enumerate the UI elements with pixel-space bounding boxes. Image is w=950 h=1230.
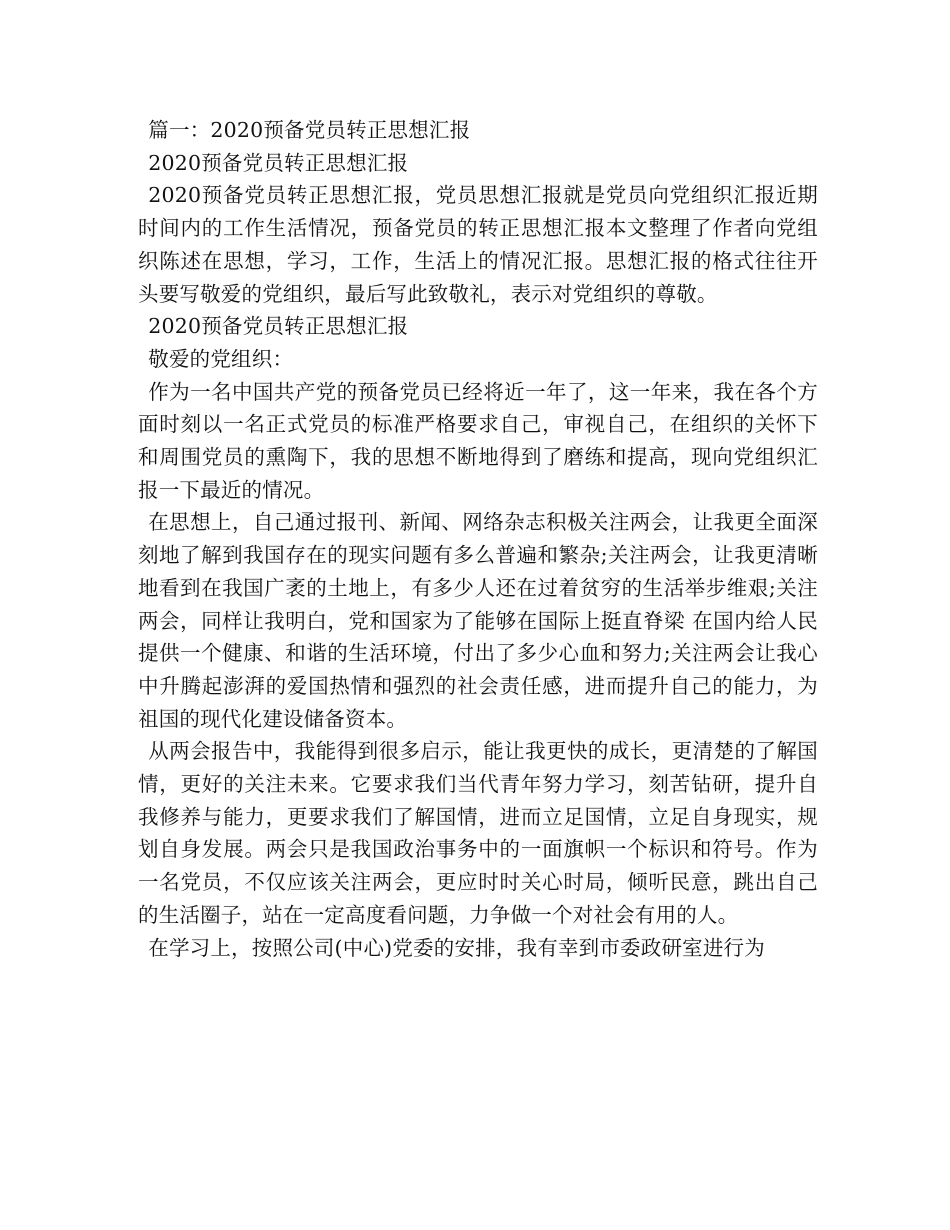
document-title: 2020预备党员转正思想汇报: [148, 150, 409, 175]
document-title-repeat: 2020预备党员转正思想汇报: [148, 314, 409, 339]
body-paragraph: 在思想上，自己通过报刊、新闻、网络杂志积极关注两会，让我更全面深刻地了解到我国存在的现实问题有多么普遍和繁杂;关注两会，让我更清晰地看到在我国广袤的土地上，有多少人还在过着贫穷的生活举步维艰;关注两会，同样让我明白，党和国家为了能够在国际上挺直脊梁 在国内给人民提供一个健康、和谐的生活环境，付出了多少心血和努力;关注两会让我心中升腾起澎湃的爱国热情和强烈的社会责任感，进而提升自己的能力，为祖国的现代化建设储备资本。: [138, 510, 818, 731]
document-body: [138, 114, 818, 964]
intro-paragraph: 2020预备党员转正思想汇报，党员思想汇报就是党员向党组织汇报近期时间内的工作生活情况，预备党员的转正思想汇报本文整理了作者向党组织陈述在思想，学习，工作，生活上的情况汇报。思想汇报的格式往往开头要写敬爱的党组织，最后写此致敬礼，表示对党组织的尊敬。: [138, 183, 818, 306]
section-heading: 篇一：2020预备党员转正思想汇报: [148, 118, 471, 142]
body-paragraph: 从两会报告中，我能得到很多启示，能让我更快的成长，更清楚的了解国情，更好的关注未来。它要求我们当代青年努力学习，刻苦钻研，提升自我修养与能力，更要求我们了解国情，进而立足国情，立足自身现实，规划自身发展。两会只是我国政治事务中的一面旗帜一个标识和符号。作为一名党员，不仅应该关注两会，更应时时关心时局，倾听民意，跳出自己的生活圈子，站在一定高度看问题，力争做一个对社会有用的人。: [138, 739, 818, 927]
body-paragraph: 在学习上，按照公司(中心)党委的安排，我有幸到市委政研室进行为: [148, 935, 765, 960]
salutation: 敬爱的党组织：: [148, 346, 294, 371]
body-paragraph: 作为一名中国共产党的预备党员已经将近一年了，这一年来，我在各个方面时刻以一名正式党员的标准严格要求自己，审视自己，在组织的关怀下和周围党员的熏陶下，我的思想不断地得到了磨练和提高，现向党组织汇报一下最近的情况。: [138, 379, 818, 502]
